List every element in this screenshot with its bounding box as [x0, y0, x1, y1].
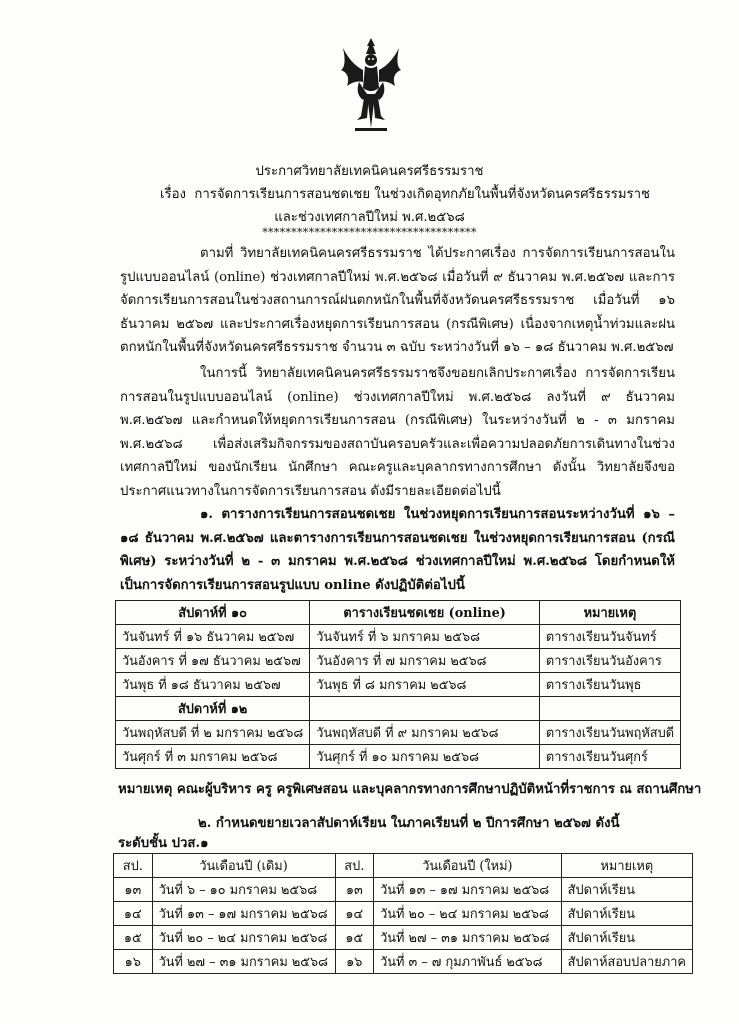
table-cell: ตารางเรียนวันอังคาร — [539, 649, 680, 673]
table-cell: ตารางเรียนวันศุกร์ — [539, 745, 680, 769]
table-row-week12-label — [116, 697, 681, 721]
table-row — [114, 950, 693, 974]
table-cell: สัปดาห์เรียน — [561, 902, 692, 926]
table-cell: ๑๕ — [335, 926, 374, 950]
table-cell: วันที่ ๖ – ๑๐ มกราคม ๒๕๖๘ — [152, 878, 335, 902]
table-cell: วันที่ ๒๗ – ๓๑ มกราคม ๒๕๖๘ — [374, 926, 562, 950]
subject-line-2: และช่วงเทศกาลปีใหม่ พ.ศ.๒๕๖๘ — [274, 210, 465, 225]
table-header-remark: หมายเหตุ — [561, 854, 692, 878]
table-cell: ๑๓ — [335, 878, 374, 902]
table-cell: วันอังคาร ที่ ๑๗ ธันวาคม ๒๕๖๗ — [116, 649, 310, 673]
table-cell: วันที่ ๑๓ – ๑๗ มกราคม ๒๕๖๘ — [152, 902, 335, 926]
table-cell: วันจันทร์ ที่ ๖ มกราคม ๒๕๖๘ — [310, 625, 540, 649]
section-2-heading: ๒. กำหนดขยายเวลาสัปดาห์เรียน ในภาคเรียนที่ ๒ ปีการศึกษา ๒๕๖๗ ดังนี้ — [198, 816, 620, 831]
table-cell: ๑๖ — [335, 950, 374, 974]
table-cell: วันจันทร์ ที่ ๑๖ ธันวาคม ๒๕๖๗ — [116, 625, 310, 649]
table-cell: วันที่ ๒๗ – ๓๑ มกราคม ๒๕๖๘ — [152, 950, 335, 974]
table-cell: ตารางเรียนวันจันทร์ — [539, 625, 680, 649]
table-cell: วันที่ ๒๐ – ๒๔ มกราคม ๒๕๖๘ — [152, 926, 335, 950]
table-header-week-old: สป. — [114, 854, 153, 878]
table-header-week10: สัปดาห์ที่ ๑๐ — [116, 601, 310, 625]
table-cell: ๑๕ — [114, 926, 153, 950]
table-cell: วันอังคาร ที่ ๗ มกราคม ๒๕๖๘ — [310, 649, 540, 673]
table-cell: วันพุธ ที่ ๘ มกราคม ๒๕๖๘ — [310, 673, 540, 697]
table-cell: ตารางเรียนวันพฤหัสบดี — [539, 721, 680, 745]
table-row — [114, 878, 693, 902]
table-header-row — [114, 854, 693, 878]
table-cell: วันที่ ๓ – ๗ กุมภาพันธ์ ๒๕๖๘ — [374, 950, 562, 974]
table-header-week-new: สป. — [335, 854, 374, 878]
subject-label: เรื่อง — [160, 187, 186, 202]
paragraph-2: ในการนี้ วิทยาลัยเทคนิคนครศรีธรรมราชจึงขอยกเลิกประกาศเรื่อง การจัดการเรียนการสอนในรูปแบบออนไลน์ (online) ช่วงเทศกาลปีใหม่ พ.ศ.๒๕๖๘ ลงวันที่ ๙ ธันวาคม พ.ศ.๒๕๖๗ และกำหนดให้หยุดการเรียนการสอน (กรณีพิเศษ) ในระหว่างวันที่ ๒ - ๓ มกราคม พ.ศ.๒๕๖๘ เพื่อส่งเสริมกิจกรรมของสถาบันครอบครัวและเพื่อความปลอดภัยการเดินทางในช่วงเทศกาลปีใหม่ ของนักเรียน นักศึกษา คณะครูและบุคลากรทางการศึกษา ดังนั้น วิทยาลัยจึงขอประกาศแนวทางในการจัดการเรียนการสอน ดังมีรายละเอียดต่อไปนี้ — [120, 366, 675, 499]
table-cell: วันศุกร์ ที่ ๓ มกราคม ๒๕๖๘ — [116, 745, 310, 769]
table-row — [116, 721, 681, 745]
table-cell: ตารางเรียนวันพุธ — [539, 673, 680, 697]
table-cell: สัปดาห์เรียน — [561, 878, 692, 902]
table-cell-empty — [310, 697, 540, 721]
table-cell: วันศุกร์ ที่ ๑๐ มกราคม ๒๕๖๘ — [310, 745, 540, 769]
table-cell: สัปดาห์เรียน — [561, 926, 692, 950]
level-label: ระดับชั้น ปวส.๑ — [118, 836, 209, 851]
section-1-heading: ๑. ตารางการเรียนการสอนชดเชย ในช่วงหยุดการเรียนการสอนระหว่างวันที่ ๑๖ – ๑๘ ธันวาคม พ.ศ.๒๕๖๗ และตารางการเรียนการสอนชดเชย ในช่วงหยุดการเรียนการสอน (กรณีพิเศษ) ระหว่างวันที่ ๒ - ๓ มกราคม พ.ศ.๒๕๖๘ ช่วงเทศกาลปีใหม่ พ.ศ.๒๕๖๘ โดยกำหนดให้เป็นการจัดการเรียนการสอนรูปแบบ online ดังปฏิบัติต่อไปนี้ — [120, 507, 675, 593]
table-row — [114, 926, 693, 950]
week-extension-table — [113, 853, 693, 974]
table-row — [116, 745, 681, 769]
table-header-date-new: วันเดือนปี (ใหม่) — [374, 854, 562, 878]
table-cell: ๑๔ — [114, 902, 153, 926]
table-cell: วันที่ ๑๓ – ๑๗ มกราคม ๒๕๖๘ — [374, 878, 562, 902]
table-header-date-old: วันเดือนปี (เดิม) — [152, 854, 335, 878]
table-row — [116, 673, 681, 697]
table-row — [114, 902, 693, 926]
separator-stars: ************************************* — [262, 226, 477, 239]
table-cell-empty — [539, 697, 680, 721]
garuda-emblem-icon — [337, 36, 405, 136]
table-header-makeup-online: ตารางเรียนชดเชย (online) — [310, 601, 540, 625]
table-cell: วันพฤหัสบดี ที่ ๒ มกราคม ๒๕๖๘ — [116, 721, 310, 745]
paragraph-1: ตามที่ วิทยาลัยเทคนิคนครศรีธรรมราช ได้ประกาศเรื่อง การจัดการเรียนการสอนในรูปแบบออนไลน์ (online) ช่วงเทศกาลปีใหม่ พ.ศ.๒๕๖๘ เมื่อวันที่ ๙ ธันวาคม พ.ศ.๒๕๖๗ และการจัดการเรียนการสอนในช่วงสถานการณ์ฝนตกหนักในพื้นที่จังหวัดนครศรีธรรมราช เมื่อวันที่ ๑๖ ธันวาคม ๒๕๖๗ และประกาศเรื่องหยุดการเรียนการสอน (กรณีพิเศษ) เนื่องจากเหตุน้ำท่วมและฝนตกหนักในพื้นที่จังหวัดนครศรีธรรมราช จำนวน ๓ ฉบับ ระหว่างวันที่ ๑๖ – ๑๘ ธันวาคม พ.ศ.๒๕๖๗ — [120, 246, 675, 355]
table-header-remark: หมายเหตุ — [539, 601, 680, 625]
table-row — [116, 625, 681, 649]
table-header-row — [116, 601, 681, 625]
makeup-schedule-table — [115, 600, 681, 769]
table-cell: วันพฤหัสบดี ที่ ๙ มกราคม ๒๕๖๘ — [310, 721, 540, 745]
subject-text-1: การจัดการเรียนการสอนชดเชย ในช่วงเกิดอุทกภัยในพื้นที่จังหวัดนครศรีธรรมราช — [194, 187, 650, 202]
table-cell: วันที่ ๒๐ – ๒๔ มกราคม ๒๕๖๘ — [374, 902, 562, 926]
table-cell: วันพุธ ที่ ๑๘ ธันวาคม ๒๕๖๗ — [116, 673, 310, 697]
announcement-org: ประกาศวิทยาลัยเทคนิคนครศรีธรรมราช — [255, 164, 484, 179]
table-cell: สัปดาห์สอบปลายภาค — [561, 950, 692, 974]
table-cell: ๑๔ — [335, 902, 374, 926]
table-cell: ๑๓ — [114, 878, 153, 902]
staff-note: หมายเหตุ คณะผู้บริหาร ครู ครูพิเศษสอน และบุคลากรทางการศึกษาปฏิบัติหน้าที่ราชการ ณ สถานศึกษา — [118, 782, 702, 797]
table-row — [116, 649, 681, 673]
subject-line-1 — [160, 183, 650, 204]
table-cell-week12: สัปดาห์ที่ ๑๒ — [116, 697, 310, 721]
table-cell: ๑๖ — [114, 950, 153, 974]
